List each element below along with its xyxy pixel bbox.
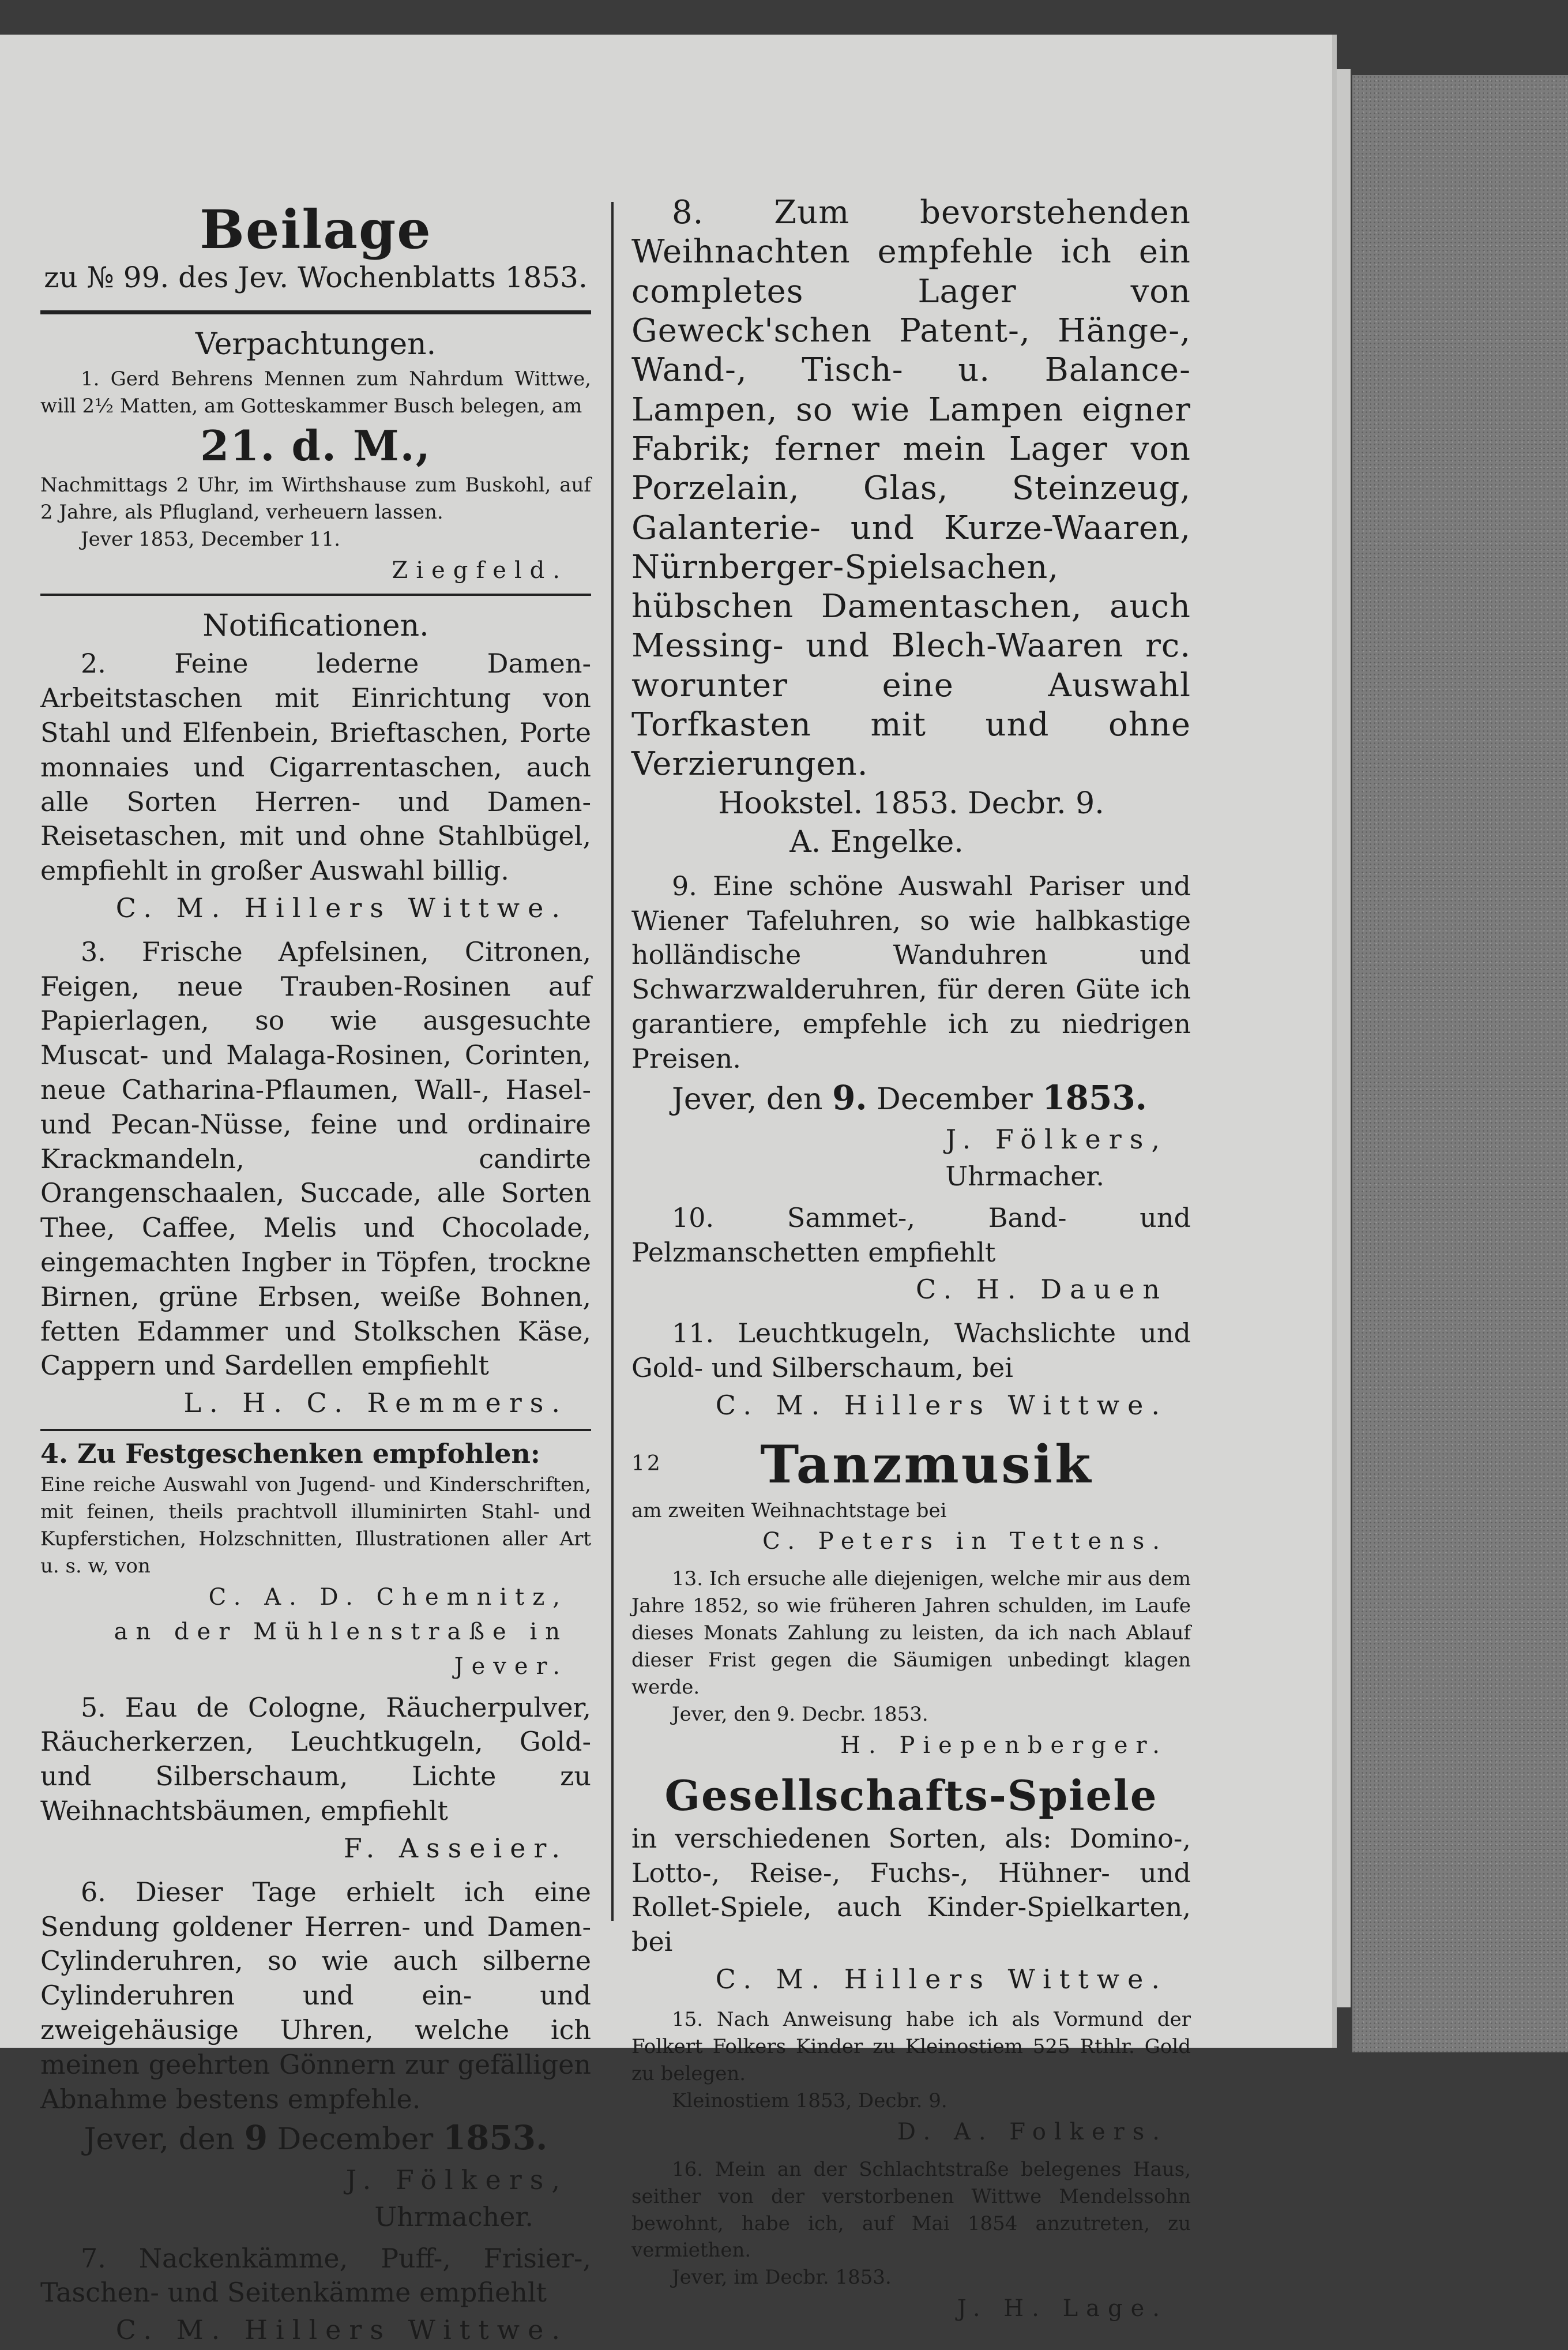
notice-8-signature: A. Engelke. (789, 825, 964, 860)
book-cover-edge (1352, 75, 1568, 2052)
notice-1-place: Jever 1853, December 11. (81, 527, 341, 551)
newspaper-page (0, 35, 1332, 2346)
notice-3-signature: L. H. C. Remmers. (183, 1387, 568, 1419)
notice-15-place: Kleinostiem 1853, Decbr. 9. (672, 2089, 947, 2112)
notice-1-text-2: Nachmittags 2 Uhr, im Wirthshause zum Buskohl, auf 2 Jahre, als Pflugland, verheuern lassen. (40, 473, 591, 524)
notice-9-signature: J. Fölkers, (945, 1124, 1168, 1155)
page-title: Beilage (200, 198, 432, 261)
notice-13-place: Jever, den 9. Decbr. 1853. (672, 1702, 928, 1726)
notice-4-signature: C. A. D. Chemnitz, (208, 1583, 568, 1611)
section-verpachtungen: Verpachtungen. (195, 327, 437, 362)
notice-9-profession: Uhrmacher. (945, 1161, 1104, 1192)
notice-12-title-text: Tanzmusik (760, 1434, 1093, 1496)
notice-7-signature: C. M. Hillers Wittwe. (115, 2314, 568, 2346)
notice-12-signature: C. Peters in Tettens. (762, 1528, 1168, 1555)
notice-rule (40, 1429, 591, 1431)
notice-14-signature: C. M. Hillers Wittwe. (715, 1964, 1168, 1995)
header-rule (40, 310, 591, 314)
notice-9-date-day: 9. (832, 1078, 867, 1117)
left-column (40, 156, 591, 2350)
notice-9-text: 9. Eine schöne Auswahl Pariser und Wiener Tafeluhren, so wie halbkastige holländische Wanduhren und Schwarzwalderuhren, für deren Güte ich garantiere, empfehle ich zu niedrigen Preisen. (631, 870, 1191, 1074)
notice-16-text: 16. Mein an der Schlachtstraße belegenes Haus, seither von der verstorbenen Wittwe Mendelssohn bewohnt, habe ich, auf Mai 1854 anzutreten, zu vermiethen. (631, 2157, 1191, 2262)
page-edge (1332, 69, 1351, 2007)
notice-6-date-prefix: Jever, den (84, 2122, 235, 2157)
notice-12-text: am zweiten Weihnachtstage bei (631, 1499, 947, 1522)
page-subtitle: zu № 99. des Jev. Wochenblatts 1853. (44, 261, 588, 295)
notice-11-signature: C. M. Hillers Wittwe. (715, 1390, 1168, 1421)
notice-6-text: 6. Dieser Tage erhielt ich eine Sendung goldener Herren- und Damen-Cylinderuhren, so wie auch silberne Cylinderuhren und ein- und zweigehäusige Uhren, welche ich meinen geehrten Gönnern zur gefälligen Abnahme bestens empfehle. (40, 1876, 591, 2115)
right-column (631, 193, 1191, 2326)
notice-9-date-month: December (877, 1082, 1033, 1117)
notice-16-signature: J. H. Lage. (957, 2295, 1168, 2322)
notice-9-date (631, 1076, 1191, 1120)
notice-8-text: 8. Zum bevorstehenden Weihnachten empfehle ich ein completes Lager von Geweck'schen Patent-, Hänge-, Wand-, Tisch- u. Balance-Lampen, so wie Lampen eigner Fabrik; ferner mein Lager von Porzelain, Glas, Steinzeug, Galanterie- und Kurze-Waaren, Nürnberger-Spielsachen, hübschen Damentaschen, auch Messing- und Blech-Waaren rc. worunter eine Auswahl Torfkasten mit und ohne Verzierungen. (631, 194, 1191, 783)
notice-5-signature: F. Asseier. (343, 1832, 568, 1864)
notice-1-date: 21. d. M., (200, 421, 431, 470)
notice-1-signature: Ziegfeld. (392, 557, 568, 584)
notice-14-text: in verschiedenen Sorten, als: Domino-, Lotto-, Reise-, Fuchs-, Hühner- und Rollet-Spiele, auch Kinder-Spielkarten, bei (631, 1822, 1191, 1958)
notice-2-text: 2. Feine lederne Damen-Arbeitstaschen mit Einrichtung von Stahl und Elfenbein, Brieftaschen, Porte monnaies und Cigarrentaschen, auch alle Sorten Herren- und Damen-Reisetaschen, mit und ohne Stahlbügel, empfiehlt in großer Auswahl billig. (40, 648, 591, 887)
notice-1-text: 1. Gerd Behrens Mennen zum Nahrdum Wittwe, will 2½ Matten, am Gotteskammer Busch belegen, am (40, 367, 591, 418)
notice-12-number: 12 (631, 1452, 663, 1476)
notice-6-date-day: 9 (244, 2118, 268, 2158)
notice-10-text: 10. Sammet-, Band- und Pelzmanschetten empfiehlt (631, 1202, 1191, 1268)
notice-6-date-year: 1853. (442, 2118, 548, 2158)
notice-9-date-prefix: Jever, den (672, 1082, 823, 1117)
notice-6-profession: Uhrmacher. (374, 2201, 533, 2232)
column-divider (611, 202, 614, 1921)
notice-14-title: Gesellschafts-Spiele (664, 1770, 1158, 1820)
notice-9-date-year: 1853. (1042, 1078, 1147, 1117)
notice-12-title (631, 1432, 1191, 1497)
notice-10-signature: C. H. Dauen (916, 1274, 1168, 1305)
notice-4-heading: 4. Zu Festgeschenken empfohlen: (40, 1438, 540, 1470)
notice-6-date (40, 2116, 591, 2160)
notice-15-signature: D. A. Folkers. (897, 2118, 1168, 2145)
section-notificationen: Notificationen. (202, 608, 429, 643)
notice-11-text: 11. Leuchtkugeln, Wachslichte und Gold- und Silberschaum, bei (631, 1317, 1191, 1384)
notice-13-text: 13. Ich ersuche alle diejenigen, welche mir aus dem Jahre 1852, so wie früheren Jahren schulden, im Laufe dieses Monats Zahlung zu leisten, da ich nach Ablauf dieser Frist gegen die Säumigen unbedingt klagen werde. (631, 1567, 1191, 1699)
notice-13-signature: H. Piepenberger. (840, 1732, 1168, 1759)
notice-5-text: 5. Eau de Cologne, Räucherpulver, Räucherkerzen, Leuchtkugeln, Gold- und Silberschaum, Lichte zu Weihnachtsbäumen, empfiehlt (40, 1691, 591, 1827)
notice-3-text: 3. Frische Apfelsinen, Citronen, Feigen, neue Trauben-Rosinen auf Papierlagen, so wie ausgesuchte Muscat- und Malaga-Rosinen, Corinten, neue Catharina-Pflaumen, Wall-, Hasel- und Pecan-Nüsse, feine und ordinaire Krackmandeln, candirte Orangenschaalen, Succade, alle Sorten Thee, Caffee, Melis und Chocolade, eingemachten Ingber in Töpfen, trockne Birnen, grüne Erbsen, weiße Bohnen, fetten Edammer und Stolkschen Käse, Cappern und Sardellen empfiehlt (40, 936, 591, 1382)
notice-15-text: 15. Nach Anweisung habe ich als Vormund der Folkert Folkers Kinder zu Kleinostiem 525 Rthlr. Gold zu belegen. (631, 2008, 1191, 2085)
notice-6-signature: J. Fölkers, (345, 2164, 568, 2195)
notice-2-signature: C. M. Hillers Wittwe. (115, 892, 568, 924)
notice-4-address: an der Mühlenstraße in Jever. (114, 1618, 568, 1680)
notice-4-text: Eine reiche Auswahl von Jugend- und Kinderschriften, mit feinen, theils prachtvoll illuminirten Stahl- und Kupferstichen, Holzschnitten, Illustrationen aller Art u. s. w, von (40, 1473, 591, 1578)
notice-8-place: Hookstel. 1853. Decbr. 9. (718, 786, 1104, 821)
section-rule (40, 594, 591, 596)
notice-7-text: 7. Nackenkämme, Puff-, Frisier-, Taschen- und Seitenkämme empfiehlt (40, 2242, 591, 2308)
notice-6-date-month: December (277, 2122, 434, 2157)
notice-16-place: Jever, im Decbr. 1853. (672, 2266, 892, 2289)
